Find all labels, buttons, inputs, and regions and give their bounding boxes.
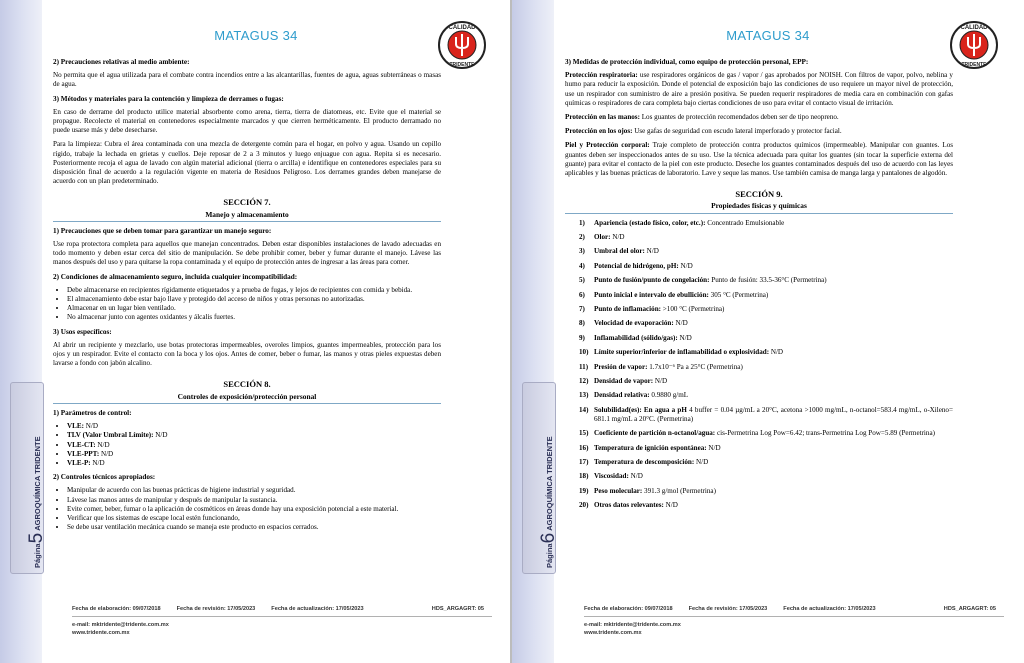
footer-fecha-actualizacion: Fecha de actualización: 17/05/2023 — [271, 606, 364, 612]
property-item: 8) Velocidad de evaporación: N/D — [579, 319, 688, 328]
heading-epp: 3) Medidas de protección individual, como equipo de protección personal, EPP: — [565, 58, 809, 66]
svg-text:CALIDAD: CALIDAD — [960, 25, 988, 31]
property-item: 1) Apariencia (estado físico, color, etc.): Concentrado Emulsionable — [579, 218, 785, 227]
property-item: 3) Umbral del olor: N/D — [579, 247, 659, 256]
list-item: • Almacenar en un lugar bien ventilado. — [67, 304, 441, 313]
list-item: • Se debe usar ventilación mecánica cuando se maneja este producto en espacios cerrados. — [67, 523, 441, 532]
footer-document-code: HDS_ARGAGRT: 05 — [431, 606, 484, 612]
property-item: 11) Presión de vapor: 1.7x10⁻⁶ Pa a 25°C (Permetrina) — [579, 362, 743, 371]
footer-fecha-elaboracion: Fecha de elaboración: 09/07/2018 — [72, 606, 161, 612]
footer-fecha-revision: Fecha de revisión: 17/05/2023 — [688, 606, 768, 612]
page-number: 5 — [26, 532, 47, 544]
footer-email[interactable]: e-mail: mktridente@tridente.com.mx — [584, 622, 681, 628]
list-item: • Evite comer, beber, fumar o la aplicación de cosméticos en áreas donde hay una exposición potencial a este material. — [67, 505, 441, 514]
heading-almacenamiento: 2) Condiciones de almacenamiento seguro, incluida cualquier incompatibilidad: — [53, 272, 298, 281]
page-number-label: Página6 AGROQUÍMICA TRIDENTE — [538, 436, 559, 568]
trident-quality-logo — [949, 20, 999, 70]
section-7-title: SECCIÓN 7. — [223, 197, 271, 208]
page-footer — [584, 606, 1004, 637]
list-item: • Manipular de acuerdo con las buenas prácticas de higiene industrial y seguridad. — [67, 486, 441, 495]
svg-text:TRIDENTE: TRIDENTE — [449, 62, 475, 68]
property-item: 15) Coeficiente de partición n-octanol/agua: cis-Permetrina Log Pow=6.42; trans-Permetrina Log Pow=5.89 (Permetrina) — [579, 429, 935, 438]
heading-metodos-limpieza: 3) Métodos y materiales para la contención y limpieza de derrames o fugas: — [53, 94, 284, 103]
page-6 — [512, 0, 1024, 663]
properties-list — [565, 219, 953, 511]
list-item: • Verificar que los sistemas de escape local estén funcionando, — [67, 514, 441, 523]
heading-manejo-seguro: 1) Precauciones que se deben tomar para garantizar un manejo seguro: — [53, 226, 272, 235]
footer-fecha-actualizacion: Fecha de actualización: 17/05/2023 — [783, 606, 876, 612]
section-9-subtitle: Propiedades físicas y químicas — [565, 201, 953, 213]
list-item: • VLE: N/D — [67, 422, 441, 431]
paragraph: Use ropa protectora completa para aquellos que manejan concentrados. Deben estar disponibles instalaciones de lavado adecuadas en todo momento y deben estar cerca del sitio de manipulación. Se debe prohibir comer, beber y fumar durante el manejo. Lávese las manos después del uso y para quitarse la ropa contaminada y el equipo de protección antes de ingresar a las áreas para comer. — [53, 240, 441, 267]
page-number-label: Página5 AGROQUÍMICA TRIDENTE — [26, 436, 47, 568]
document-title: MATAGUS 34 — [214, 28, 298, 43]
property-item: 13) Densidad relativa: 0.9880 g/mL — [579, 391, 689, 400]
footer-fecha-elaboracion: Fecha de elaboración: 09/07/2018 — [584, 606, 673, 612]
page-footer — [72, 606, 492, 637]
property-item: 18) Viscosidad: N/D — [579, 472, 643, 481]
property-item: 14) Solubilidad(es): En agua a pH 4 buffer = 0.04 µg/mL a 20°C, acetona >1000 mg/mL, n-octanol=583.4 mg/mL, o-Xileno= 681.1 mg/mL a 20°C. (Permetrina) — [579, 405, 953, 423]
footer-document-code: HDS_ARGAGRT: 05 — [943, 606, 996, 612]
document-title: MATAGUS 34 — [726, 28, 810, 43]
heading-precauciones-ambiente: 2) Precauciones relativas al medio ambiente: — [53, 58, 190, 66]
property-item: 17) Temperatura de descomposición: N/D — [579, 458, 709, 467]
list-item: • Debe almacenarse en recipientes rígidamente etiquetados y a prueba de fugas, y lejos de recipientes con comida y bebida. — [67, 286, 441, 295]
footer-website[interactable]: www.tridente.com.mx — [584, 630, 642, 636]
svg-text:TRIDENTE: TRIDENTE — [961, 62, 987, 68]
paragraph-proteccion-manos: Protección en las manos: Los guantes de protección recomendados deben ser de tipo neopreno. — [565, 113, 839, 122]
paragraph-proteccion-corporal: Piel y Protección corporal: Traje completo de protección contra productos químicos (impermeable). Manipular con guantes. Los guantes deben ser inspeccionados antes de su uso. Use la técnica adecuada para quitar los guantes (sin tocar la superficie externa del guante) para evitar el contacto de la piel con este producto. Deseche los guantes contaminados después del uso de acuerdo con las leyes aplicables y las buenas prácticas de laboratorio. Lave y seque las manos. Use también camisa de manga larga y pantalones de algodón. — [565, 141, 954, 178]
property-item: 16) Temperatura de ignición espontánea: N/D — [579, 443, 721, 452]
page-number: 6 — [538, 532, 559, 544]
paragraph-proteccion-respiratoria: Protección respiratoria: use respiradores orgánicos de gas / vapor / gas aprobados por NOISH. Con filtros de vapor, polvo, neblina y humo para reducir la exposición. Donde el potencial de exposición bajo las condiciones de uso requiere un mayor nivel de protección, use un respirador con suministro de aire a presión positiva. Se pueden requerir respiradores de media cara en combinación con gafas químicas o respiradores de cara completa bajo ciertas condiciones de uso para evitar el contacto visual de irritación. — [565, 71, 953, 107]
section-7-subtitle: Manejo y almacenamiento — [53, 210, 441, 222]
heading-usos-especificos: 3) Usos específicos: — [53, 327, 112, 336]
storage-conditions-list — [53, 286, 441, 323]
property-item: 20) Otros datos relevantes: N/D — [579, 501, 678, 510]
paragraph: Al abrir un recipiente y mezclarlo, use botas protectoras impermeables, overoles limpios, guantes impermeables, protección para los ojos y un respirador. Evite el contacto con la boca y los ojos. Antes de comer, beber o fumar, las manos y otras pieles expuestas deben lavarse a fondo con jabón alcalino. — [53, 340, 441, 368]
paragraph-proteccion-ojos: Protección en los ojos: Use gafas de seguridad con escudo lateral imperforado y protector facial. — [565, 127, 842, 136]
property-item: 6) Punto inicial e intervalo de ebullición: 305 °C (Permetrina) — [579, 290, 769, 299]
section-8-title: SECCIÓN 8. — [223, 379, 271, 390]
property-item: 19) Peso molecular: 391.3 g/mol (Permetrina) — [579, 486, 716, 495]
property-item: 12) Densidad de vapor: N/D — [579, 376, 668, 385]
paragraph: No permita que el agua utilizada para el combate contra incendios entre a las alcantarillas, fuentes de agua, aguas subterráneas o masas de agua. — [53, 71, 441, 89]
footer-website[interactable]: www.tridente.com.mx — [72, 630, 130, 636]
property-item: 2) Olor: N/D — [579, 233, 625, 242]
section-9-title: SECCIÓN 9. — [735, 189, 783, 200]
list-item: • VLE-CT: N/D — [67, 441, 441, 450]
list-item: • No almacenar junto con agentes oxidantes y álcalis fuertes. — [67, 313, 441, 322]
list-item: • El almacenamiento debe estar bajo llave y protegido del acceso de niños y otras personas no autorizadas. — [67, 295, 441, 304]
footer-email[interactable]: e-mail: mktridente@tridente.com.mx — [72, 622, 169, 628]
property-item: 9) Inflamabilidad (sólido/gas): N/D — [579, 333, 692, 342]
paragraph: Para la limpieza: Cubra el área contaminada con una mezcla de detergente común para el hogar, en polvo y agua. Usando un cepillo rígido, trabaje la lechada en grietas y cuellos. Deje reposar de 2 a 3 minutos y luego enjuague con agua. Repita si es necesario. Posteriormente recoja el agua de lavado con algún material adicional (tierra o arcilla) e identifique en contenedores especiales para su disposición final de acuerdo a la regulación vigente en materia de Residuos Peligroso. Los derrames grandes deben manejarse de acuerdo con un plan predeterminado. — [53, 140, 441, 186]
property-item: 10) Límite superior/inferior de inflamabilidad o explosividad: N/D — [579, 348, 784, 357]
list-item: • Lávese las manos antes de manipular y después de manipular la sustancia. — [67, 496, 441, 505]
svg-text:CALIDAD: CALIDAD — [448, 25, 476, 31]
page-6-content — [565, 58, 953, 516]
technical-controls-list — [53, 486, 441, 532]
page-5 — [0, 0, 510, 663]
property-item: 5) Punto de fusión/punto de congelación: Punto de fusión: 33.5-36°C (Permetrina) — [579, 276, 827, 285]
list-item: • VLE-PPT: N/D — [67, 450, 441, 459]
page-5-content — [53, 58, 441, 537]
section-8-subtitle: Controles de exposición/protección personal — [53, 392, 441, 404]
trident-quality-logo — [437, 20, 487, 70]
control-parameters-list — [53, 422, 441, 468]
heading-parametros-control: 1) Parámetros de control: — [53, 408, 132, 417]
property-item: 7) Punto de inflamación: >100 °C (Permetrina) — [579, 304, 725, 313]
footer-fecha-revision: Fecha de revisión: 17/05/2023 — [176, 606, 256, 612]
list-item: • VLE-P: N/D — [67, 459, 441, 468]
heading-controles-tecnicos: 2) Controles técnicos apropiados: — [53, 473, 156, 482]
list-item: • TLV (Valor Umbral Límite): N/D — [67, 431, 441, 440]
paragraph: En caso de derrame del producto utilice material absorbente como arena, tierra, tierra de diatomeas, etc. Evite que el material se propague. Recolecte el material en contenedores especialmente marcados y que cierren herméticamente. El producto derramado no puede usarse más y debe desecharse. — [53, 107, 441, 135]
property-item: 4) Potencial de hidrógeno, pH: N/D — [579, 261, 693, 270]
